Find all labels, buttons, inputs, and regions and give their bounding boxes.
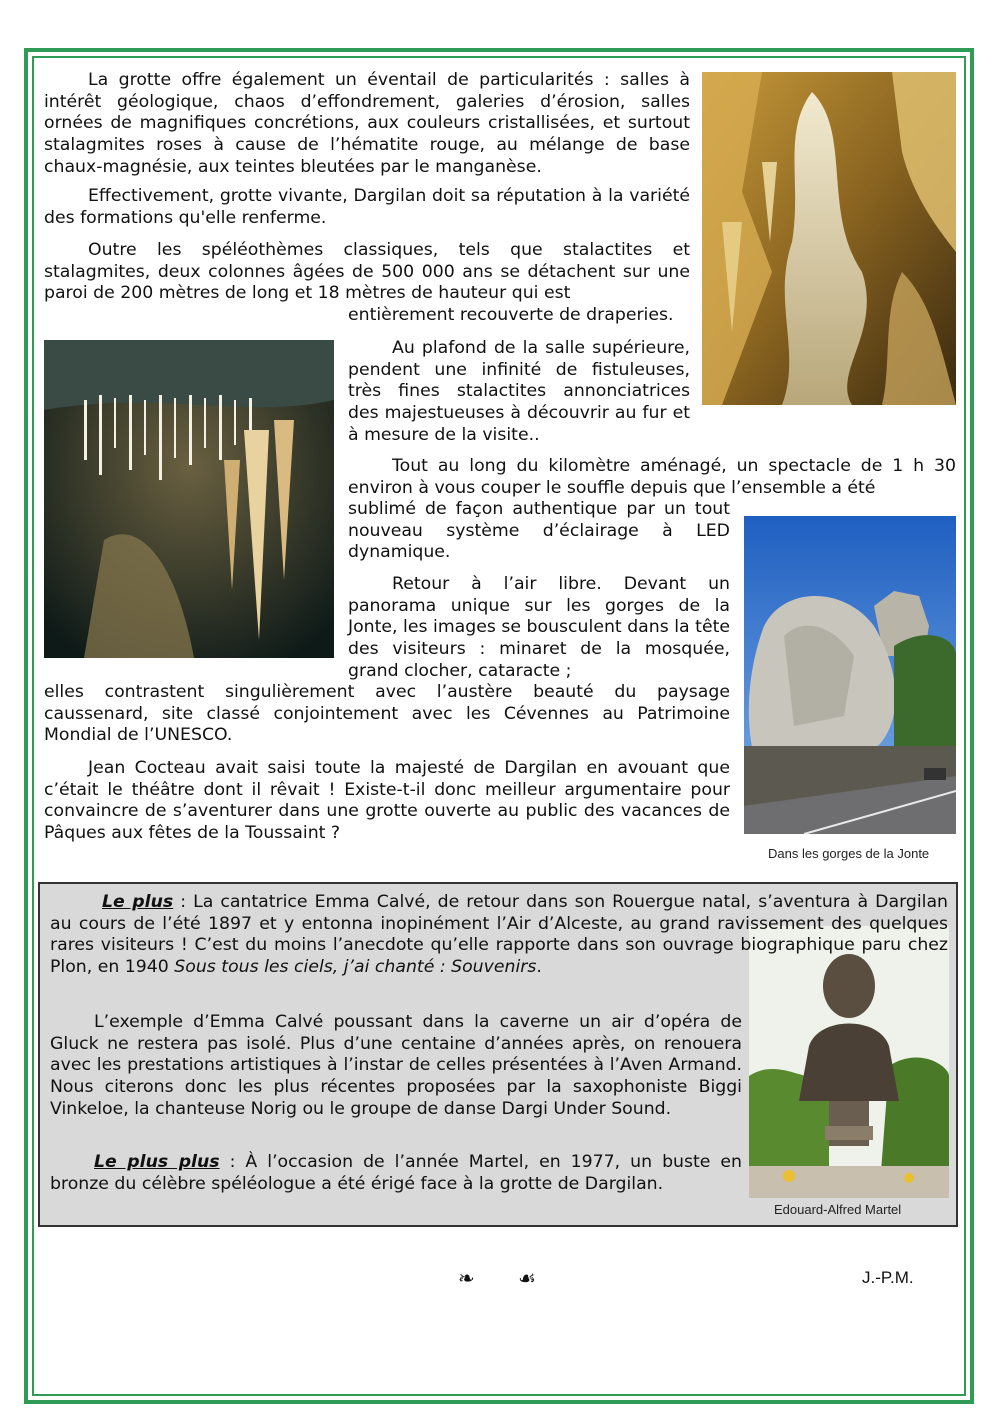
article-paragraph-6-end: elles contrastent singulièrement avec l’austère beauté du paysage caussenard, site classé conjointement avec les Cévennes au Patrimoine Mondial de l’UNESCO. <box>44 682 730 746</box>
stalactites-photo <box>44 340 334 658</box>
le-plus-label: Le plus <box>102 892 174 912</box>
cave-draperies-photo <box>702 72 956 405</box>
article-paragraph-7: Jean Cocteau avait saisi toute la majesté de Dargilan en avouant que c’était le théâtre dont il rêvait ! Existe-t-il donc meilleur argumentaire pour convaincre de s’aventurer dans une grotte ouverte au public des vacances de Pâques aux fêtes de la Toussaint ? <box>44 758 730 844</box>
article-paragraph-2: Effectivement, grotte vivante, Dargilan doit sa réputation à la variété des formations qu'elle renferme. <box>44 186 690 228</box>
ornament-right-icon: ☙ <box>518 1266 536 1290</box>
le-plus-paragraph-1-end: . <box>536 957 542 978</box>
author-signature: J.-P.M. <box>862 1268 914 1287</box>
article-paragraph-6: Retour à l’air libre. Devant un panorama unique sur les gorges de la Jonte, les images se bousculent dans la tête des visiteurs : minaret de la mosquée, grand clocher, cataracte ; <box>348 574 730 681</box>
le-plus-box <box>38 882 958 1227</box>
caption-martel: Edouard-Alfred Martel <box>774 1202 902 1217</box>
le-plus-plus-paragraph <box>50 1152 742 1195</box>
article-paragraph-3: Outre les spéléothèmes classiques, tels que stalactites et stalagmites, deux colonnes âgées de 500 000 ans se détachent sur une paroi de 200 mètres de long et 18 mètres de hauteur qui est <box>44 240 690 304</box>
article-paragraph-1: La grotte offre également un éventail de particularités : salles à intérêt géologique, chaos d’effondrement, galeries d’érosion, salles ornées de magnifiques concrétions, aux couleurs cristallisées, et surtout stalagmites roses à cause de l’hématite rouge, au mélange de base chaux-magnésie, aux teintes bleutées par le manganèse. <box>44 70 690 177</box>
caption-gorges-jonte: Dans les gorges de la Jonte <box>768 846 930 861</box>
article-paragraph-4: Au plafond de la salle supérieure, pendent une infinité de fistuleuses, très fines stalactites annonciatrices des majestueuses à découvrir au fur et à mesure de la visite.. <box>348 338 690 445</box>
le-plus-paragraph-1-text: : La cantatrice Emma Calvé, de retour dans son Rouergue natal, s’aventura à Dargilan au cours de l’été 1897 et y entonna inopinément l’Air d’Alceste, au grand ravissement des quelques rares visiteurs ! C’est du moins l’anecdote qu’elle rapporte dans son ouvrage biographique paru chez Plon, en 1940 <box>50 892 948 978</box>
article-paragraph-5-end: sublimé de façon authentique par un tout nouveau système d’éclairage à LED dynamique. <box>348 499 730 563</box>
souvenirs-title: Sous tous les ciels, j’ai chanté : Souvenirs <box>174 957 537 978</box>
article-paragraph-5: Tout au long du kilomètre aménagé, un spectacle de 1 h 30 environ à vous couper le souffle depuis que l’ensemble a été <box>348 456 956 498</box>
le-plus-paragraph-2: L’exemple d’Emma Calvé poussant dans la caverne un air d’opéra de Gluck ne restera pas isolé. Plus d’une centaine d’années après, on renouera avec les prestations artistiques à l’instar de celles présentées à l’Aven Armand. Nous citerons donc les plus récentes proposées par la saxophoniste Biggi Vinkeloe, la chanteuse Norig ou le groupe de danse Dargi Under Sound. <box>50 1012 742 1119</box>
le-plus-plus-label: Le plus plus <box>94 1152 220 1172</box>
le-plus-paragraph-1 <box>50 892 948 979</box>
gorges-jonte-photo <box>744 516 956 834</box>
le-plus-plus-text: : À l’occasion de l’année Martel, en 1977, un buste en bronze du célèbre spéléologue a été érigé face à la grotte de Dargilan. <box>50 1152 743 1194</box>
article-paragraph-3-end: entièrement recouverte de draperies. <box>348 305 674 325</box>
ornament-left-icon: ❧ <box>458 1266 475 1290</box>
